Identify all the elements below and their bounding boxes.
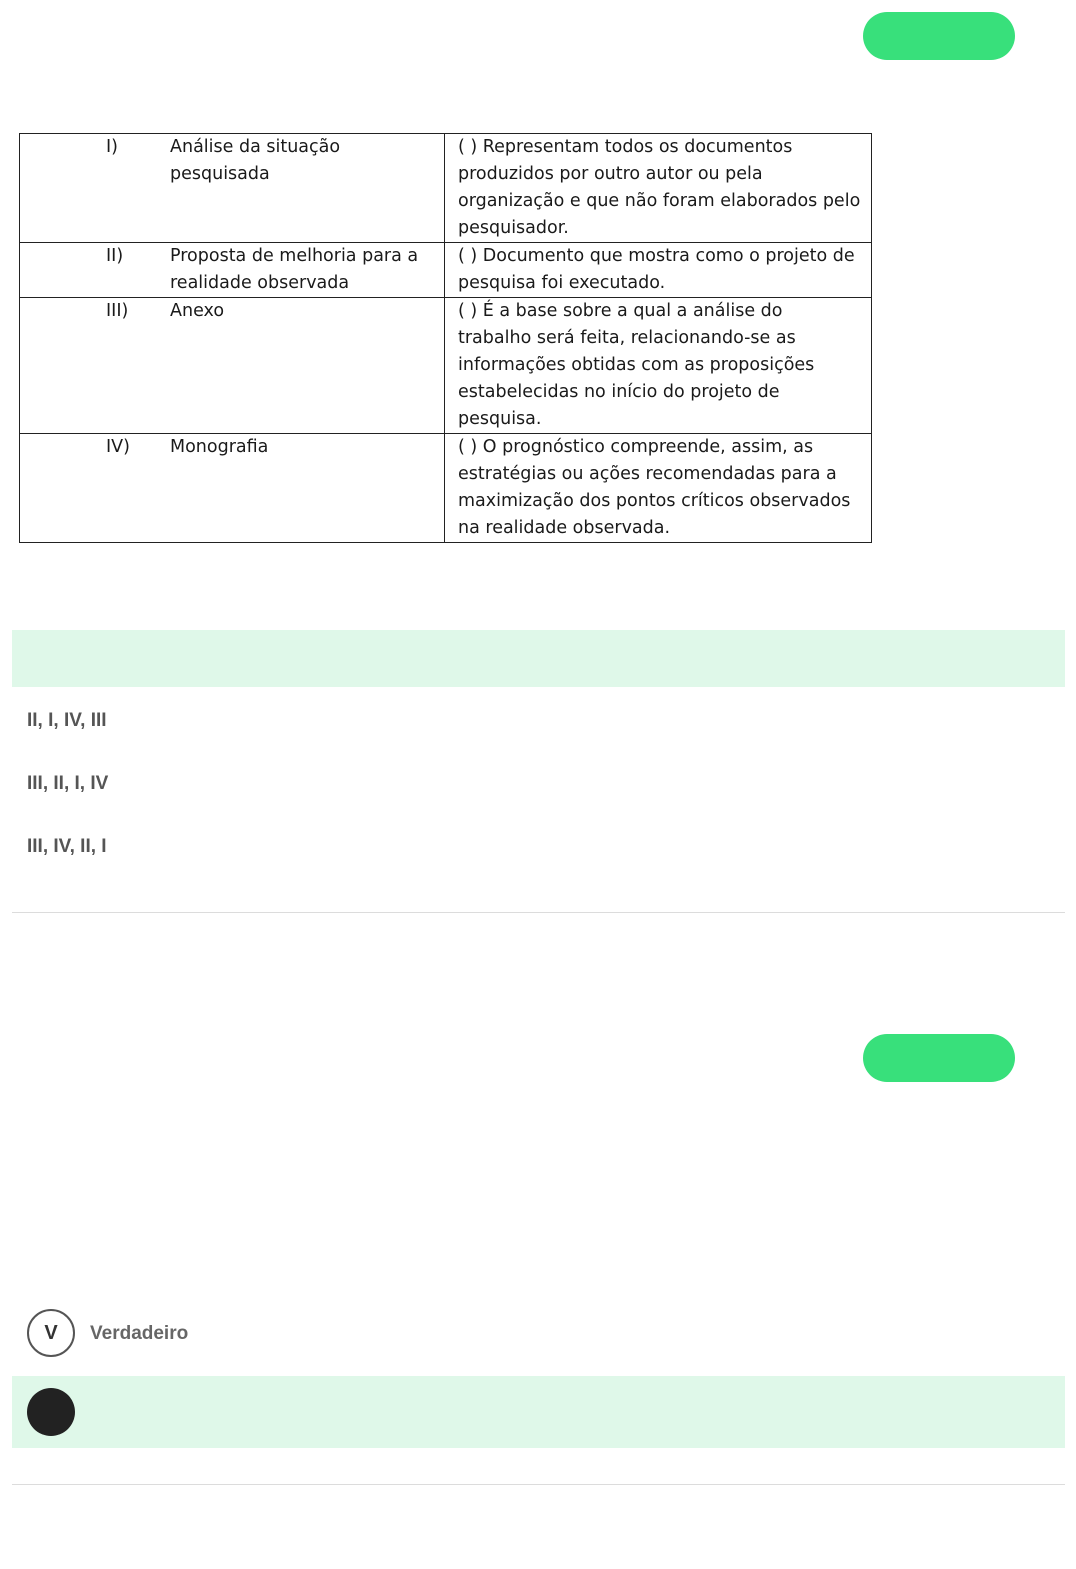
row-term: Monografia [170,437,269,457]
true-option-circle[interactable]: V [27,1309,75,1357]
selected-option-circle[interactable] [27,1388,75,1436]
matching-table [19,133,872,543]
divider [12,912,1065,913]
row-term: Análise da situação pesquisada [170,137,341,184]
row-number: II) [106,246,124,266]
row-description: ( ) O prognóstico compreende, assim, as estratégias ou ações recomendadas para a maximização dos pontos críticos observados na realidade observada. [445,434,872,543]
row-description: ( ) É a base sobre a qual a análise do trabalho será feita, relacionando-se as informações obtidas com as proposições estabelecidas no início do projeto de pesquisa. [445,298,872,434]
answer-option[interactable]: III, IV, II, I [27,836,107,857]
row-term: Anexo [170,301,225,321]
table-row [20,298,872,434]
table-row [20,243,872,298]
selected-answer-highlight[interactable] [12,1376,1065,1448]
table-row [20,134,872,243]
table-row [20,434,872,543]
question-1-status-pill [863,12,1015,60]
row-description: ( ) Documento que mostra como o projeto de pesquisa foi executado. [445,243,872,298]
row-description: ( ) Representam todos os documentos produzidos por outro autor ou pela organização e que não foram elaborados pelo pesquisador. [445,134,872,243]
answer-option[interactable]: II, I, IV, III [27,710,107,731]
divider [12,1484,1065,1485]
row-number: III) [106,301,129,321]
row-term: Proposta de melhoria para a realidade observada [170,246,419,293]
correct-answer-highlight[interactable] [12,630,1065,687]
question-2-status-pill [863,1034,1015,1082]
row-number: IV) [106,437,130,457]
true-option-label[interactable]: Verdadeiro [90,1323,189,1344]
answer-option[interactable]: III, II, I, IV [27,773,109,794]
row-number: I) [106,137,118,157]
